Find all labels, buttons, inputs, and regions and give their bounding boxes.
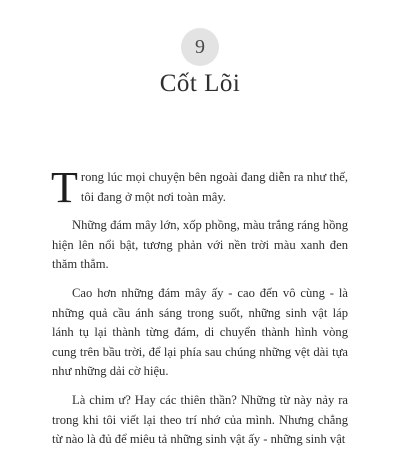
drop-cap: T bbox=[51, 163, 78, 212]
paragraph-1 bbox=[51, 163, 348, 212]
chapter-title: Cốt Lõi bbox=[159, 70, 241, 97]
chapter-number: 9 bbox=[195, 36, 205, 58]
paragraph-3: Cao hơn những đám mây ấy - cao đến vô cùng - là những quả cầu ánh sáng trong suốt, những sinh vật láp lánh tụ lại thành từng đám, di chuyển thành hình vòng cung trên bầu trời, để lại phía sau chúng những vệt dài tựa như những dải cờ hiệu. bbox=[52, 285, 348, 379]
chapter-number-badge bbox=[181, 28, 219, 66]
chapter-body bbox=[51, 163, 348, 459]
paragraph-2: Những đám mây lớn, xốp phồng, màu trắng ráng hồng hiện lên nổi bật, tương phản với nền trời màu xanh đen thăm thẳm. bbox=[52, 218, 348, 272]
paragraph-4: Là chim ư? Hay các thiên thần? Những từ này nảy ra trong khi tôi viết lại theo trí nhớ của mình. Nhưng chẳng từ nào là đủ để miêu tả những sinh vật ấy - những sinh vật bbox=[52, 392, 348, 447]
paragraph-1-text: rong lúc mọi chuyện bên ngoài đang diễn ra như thế, tôi đang ở một nơi toàn mây. bbox=[80, 170, 348, 204]
